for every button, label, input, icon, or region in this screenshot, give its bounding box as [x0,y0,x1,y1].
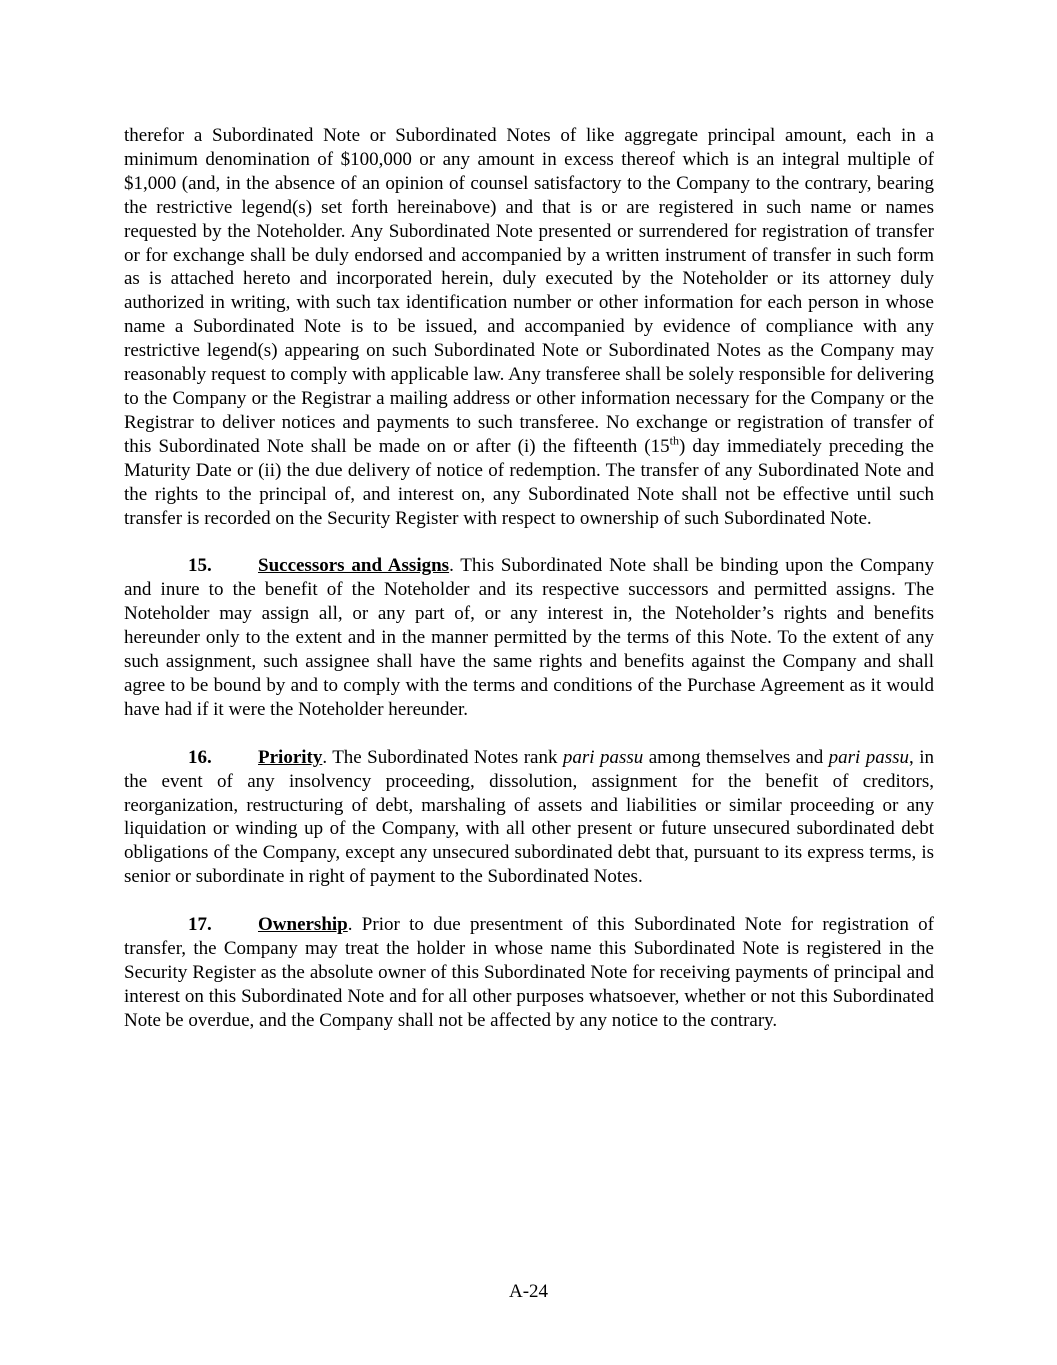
section-title: Ownership [258,914,348,936]
section-number: 16. [188,746,212,768]
section-number: 15. [188,555,212,577]
section-title: Successors and Assigns [258,555,450,577]
section-body: . This Subordinated Note shall be binding upon the Company and inure to the benefit of the Noteholder and its respective successors and permitted assigns. The Noteholder may assign all, or any part of, or any interest in, the Noteholder’s rights and benefits hereunder only to the extent and in the manner permitted by the terms of this Note. To the extent of any such assignment, such assignee shall have the same rights and benefits against the Company and shall agree to be bound by and to comply with the terms and conditions of the Purchase Agreement as it would have had if it were the Noteholder hereunder. [124,555,934,720]
paragraph-text: ) day immediately preceding the Maturity Date or (ii) the due delivery of notice of redemption. The transfer of any Subordinated Note and the rights to the principal of, and interest on, any Subordinated Note shall not be effective until such transfer is recorded on the Security Register with respect to ownership of such Subordinated Note. [124,435,934,529]
section-title: Priority [258,746,323,768]
section-16-priority [124,746,934,889]
paragraph-continued-transfer [124,124,934,530]
section-body: , in the event of any insolvency proceeding, dissolution, assignment for the benefit of creditors, reorganization, restructuring of debt, marshaling of assets and liabilities or similar proceeding or any liquidation or winding up of the Company, with all other present or future unsecured subordinated debt obligations of the Company, except any unsecured subordinated debt that, pursuant to its express terms, is senior or subordinate in right of payment to the Subordinated Notes. [124,746,935,888]
section-body: . Prior to due presentment of this Subordinated Note for registration of transfer, the Company may treat the holder in whose name this Subordinated Note is registered in the Security Register as the absolute owner of this Subordinated Note for receiving payments of principal and interest on this Subordinated Note and for all other purposes whatsoever, whether or not this Subordinated Note be overdue, and the Company shall not be affected by any notice to the contrary. [124,914,934,1031]
page-number: A-24 [508,1281,549,1302]
italic-term: pari passu [828,746,910,768]
document-page [124,124,934,1057]
section-body: among themselves and [643,746,829,768]
section-number: 17. [188,914,212,936]
superscript-ordinal: th [669,433,679,448]
paragraph-text: therefor a Subordinated Note or Subordinated Notes of like aggregate principal amount, each in a minimum denomination of $100,000 or any amount in excess thereof which is an integral multiple of $1,000 (and, in the absence of an opinion of counsel satisfactory to the Company to the contrary, bearing the restrictive legend(s) set forth hereinabove) and that is or are registered in such name or names requested by the Noteholder. Any Subordinated Note presented or surrendered for registration of transfer or for exchange shall be duly endorsed and accompanied by a written instrument of transfer in such form as is attached hereto and incorporated herein, duly executed by the Noteholder or its attorney duly authorized in writing, with such tax identification number or other information for each person in whose name a Subordinated Note is to be issued, and accompanied by evidence of compliance with any restrictive legend(s) appearing on such Subordinated Note or Subordinated Notes as the Company may reasonably request to comply with applicable law. Any transferee shall be solely responsible for delivering to the Company or the Registrar a mailing address or other information necessary for the Company or the Registrar to deliver notices and payments to such transferee. No exchange or registration of transfer of this Subordinated Note shall be made on or after (i) the fifteenth (15 [124,125,934,457]
section-17-ownership [124,913,934,1033]
section-body: . The Subordinated Notes rank [322,746,563,768]
section-15-successors-and-assigns [124,554,934,721]
italic-term: pari passu [562,746,644,768]
